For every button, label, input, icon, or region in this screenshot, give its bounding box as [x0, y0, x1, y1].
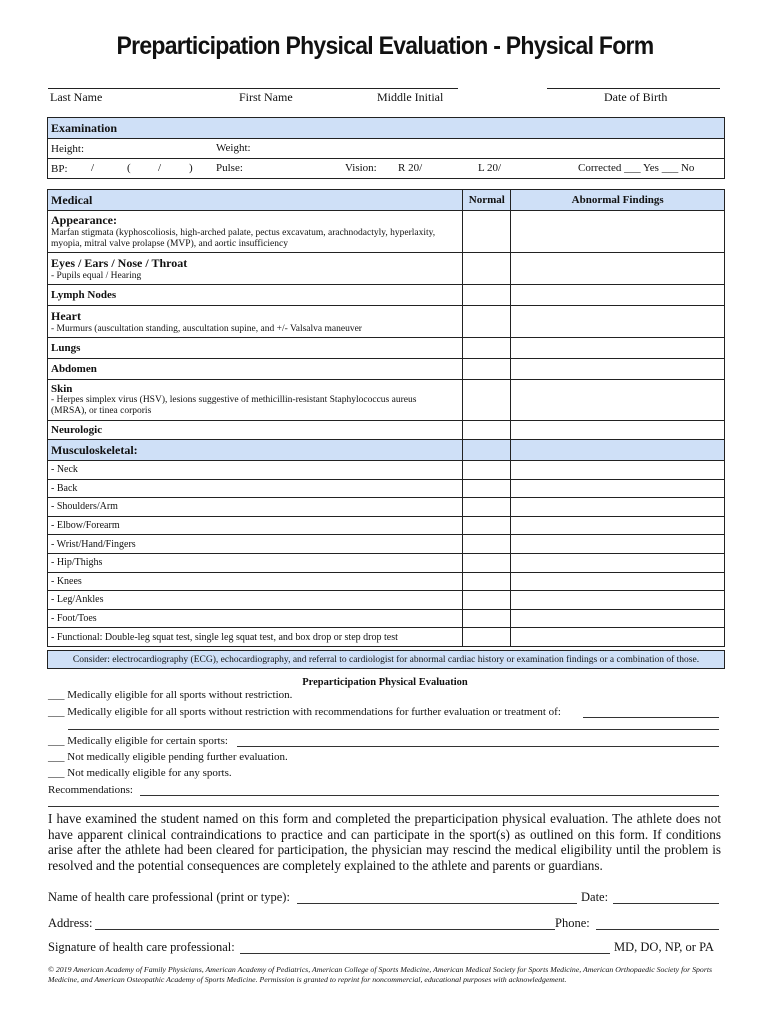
pulse-label: Pulse:: [216, 162, 243, 174]
table-row: [48, 380, 725, 421]
recommendations-line[interactable]: [140, 795, 719, 796]
msk-label: - Shoulders/Arm: [48, 498, 463, 517]
table-row: [48, 609, 725, 628]
row-label: Lymph Nodes: [51, 289, 117, 301]
table-row: [48, 516, 725, 535]
msk-label: - Knees: [48, 572, 463, 591]
table-row: [48, 535, 725, 554]
abnormal-cell[interactable]: [511, 338, 725, 359]
table-row: [48, 338, 725, 359]
table-row: [48, 211, 725, 253]
eligible-certain-sports-option[interactable]: ___ Medically eligible for certain sports:: [48, 735, 228, 747]
dob-label: Date of Birth: [604, 90, 668, 104]
normal-cell[interactable]: [463, 591, 511, 610]
msk-label: - Foot/Toes: [48, 609, 463, 628]
row-label: Neurologic: [51, 424, 103, 436]
normal-cell[interactable]: [463, 211, 511, 253]
name-hcp-field[interactable]: [297, 903, 577, 904]
abnormal-cell[interactable]: [511, 359, 725, 380]
address-label: Address:: [48, 916, 93, 930]
vision-label: Vision:: [345, 162, 377, 174]
last-name-field[interactable]: [48, 88, 458, 89]
table-row: [48, 498, 725, 517]
normal-cell[interactable]: [463, 338, 511, 359]
bp-paren-close: ): [189, 162, 193, 174]
normal-cell: [463, 440, 511, 461]
date-label: Date:: [581, 890, 609, 904]
table-row: [48, 306, 725, 338]
medical-header: Medical: [48, 190, 463, 211]
certain-sports-line[interactable]: [237, 746, 719, 747]
row-label: Eyes / Ears / Nose / Throat: [51, 255, 188, 270]
credentials-label: MD, DO, NP, or PA: [614, 940, 714, 954]
normal-cell[interactable]: [463, 306, 511, 338]
table-row: [48, 421, 725, 440]
abnormal-cell[interactable]: [511, 253, 725, 285]
table-row: [48, 591, 725, 610]
consider-note: Consider: electrocardiography (ECG), echocardiography, and referral to cardiologist for abnormal cardiac history or examination findings or a combination of those.: [47, 650, 725, 669]
examination-header: Examination: [48, 118, 725, 139]
table-row: [48, 253, 725, 285]
phone-field[interactable]: [596, 929, 719, 930]
normal-header: Normal: [463, 190, 511, 211]
normal-cell[interactable]: [463, 609, 511, 628]
abnormal-header: Abnormal Findings: [511, 190, 725, 211]
table-row: [48, 628, 725, 647]
name-hcp-label: Name of health care professional (print or type):: [48, 890, 290, 904]
middle-initial-label: Middle Initial: [377, 90, 444, 104]
normal-cell[interactable]: [463, 553, 511, 572]
abnormal-cell[interactable]: [511, 498, 725, 517]
msk-label: - Neck: [48, 461, 463, 480]
vitals-row[interactable]: [48, 159, 725, 179]
dob-field[interactable]: [547, 88, 720, 89]
vision-left: L 20/: [478, 162, 502, 174]
normal-cell[interactable]: [463, 498, 511, 517]
examination-table: [47, 117, 725, 179]
abnormal-cell[interactable]: [511, 211, 725, 253]
eligible-with-recommendations-option[interactable]: ___ Medically eligible for all sports without restriction with recommendations for further evaluation or treatment of:: [48, 706, 561, 718]
table-row: [48, 359, 725, 380]
medical-table: [47, 189, 725, 647]
normal-cell[interactable]: [463, 572, 511, 591]
row-detail: - Pupils equal / Hearing: [51, 270, 142, 281]
ppe-section-title: Preparticipation Physical Evaluation: [302, 677, 468, 688]
abnormal-cell[interactable]: [511, 380, 725, 421]
bp-slash-2: /: [158, 162, 162, 174]
not-eligible-any-option[interactable]: ___ Not medically eligible for any sports.: [48, 767, 232, 779]
musculoskeletal-header: Musculoskeletal:: [48, 440, 463, 461]
abnormal-cell[interactable]: [511, 535, 725, 554]
weight-label: Weight:: [216, 142, 251, 154]
copyright-notice: © 2019 American Academy of Family Physicians, American Academy of Pediatrics, American College of Sports Medicine, American Medical Society for Sports Medicine, American Orthopaedic Society for Sports Medicine, and American Osteopathic Academy of Sports Medicine. Permission is granted to reprint for noncommercial, educational purposes with acknowledgement.: [48, 965, 713, 984]
abnormal-cell: [511, 440, 725, 461]
msk-label: - Leg/Ankles: [48, 591, 463, 610]
further-evaluation-line[interactable]: [583, 717, 719, 718]
msk-label: - Wrist/Hand/Fingers: [48, 535, 463, 554]
abnormal-cell[interactable]: [511, 628, 725, 647]
phone-label: Phone:: [555, 916, 590, 930]
row-detail: - Herpes simplex virus (HSV), lesions suggestive of methicillin-resistant Staphylococcus aureus (MRSA), or tinea corporis: [51, 395, 417, 416]
table-row: [48, 553, 725, 572]
eligible-all-option[interactable]: ___ Medically eligible for all sports without restriction.: [48, 689, 293, 701]
msk-label: - Functional: Double-leg squat test, single leg squat test, and box drop or step drop test: [48, 628, 463, 647]
abnormal-cell[interactable]: [511, 572, 725, 591]
first-name-label: First Name: [239, 90, 293, 104]
abnormal-cell[interactable]: [511, 553, 725, 572]
normal-cell[interactable]: [463, 628, 511, 647]
corrected-field[interactable]: Corrected ___ Yes ___ No: [578, 162, 695, 174]
further-evaluation-line-2[interactable]: [68, 729, 719, 730]
normal-cell[interactable]: [463, 461, 511, 480]
normal-cell[interactable]: [463, 535, 511, 554]
normal-cell[interactable]: [463, 421, 511, 440]
row-label: Abdomen: [51, 363, 97, 375]
abnormal-cell[interactable]: [511, 306, 725, 338]
bp-label: BP:: [51, 162, 68, 175]
height-label: Height:: [51, 142, 84, 155]
height-weight-row[interactable]: [48, 139, 725, 159]
row-label: Skin: [51, 383, 73, 395]
abnormal-cell[interactable]: [511, 591, 725, 610]
normal-cell[interactable]: [463, 479, 511, 498]
normal-cell[interactable]: [463, 359, 511, 380]
table-row: [48, 572, 725, 591]
table-row: [48, 479, 725, 498]
msk-label: - Elbow/Forearm: [48, 516, 463, 535]
signature-field[interactable]: [240, 953, 610, 954]
msk-label: - Back: [48, 479, 463, 498]
signature-label: Signature of health care professional:: [48, 940, 235, 954]
address-field[interactable]: [95, 929, 555, 930]
not-eligible-pending-option[interactable]: ___ Not medically eligible pending further evaluation.: [48, 751, 288, 763]
page-title: Preparticipation Physical Evaluation - Physical Form: [116, 32, 654, 60]
attestation-text: I have examined the student named on this form and completed the preparticipation physical evaluation. The athlete does not have apparent clinical contraindications to practice and can participate in the sport(s) as outlined on this form. If conditions arise after the athlete had been cleared for participation, the physician may rescind the medical eligibility until the problem is resolved and the potential consequences are completely explained to the athlete and parents or guardians.: [48, 811, 721, 873]
abnormal-cell[interactable]: [511, 461, 725, 480]
normal-cell[interactable]: [463, 285, 511, 306]
vision-right: R 20/: [398, 162, 423, 174]
msk-label: - Hip/Thighs: [48, 553, 463, 572]
recommendations-line-2[interactable]: [48, 806, 719, 807]
abnormal-cell[interactable]: [511, 479, 725, 498]
abnormal-cell[interactable]: [511, 609, 725, 628]
bp-slash-1: /: [91, 162, 95, 174]
row-detail: - Murmurs (auscultation standing, auscultation supine, and +/- Valsalva maneuver: [51, 323, 362, 334]
table-row: [48, 461, 725, 480]
recommendations-label: Recommendations:: [48, 784, 133, 796]
row-detail: Marfan stigmata (kyphoscoliosis, high-arched palate, pectus excavatum, arachnodactyly, hyperlaxity, myopia, mitral valve prolapse (MVP), and aortic insufficiency: [51, 228, 436, 249]
abnormal-cell[interactable]: [511, 285, 725, 306]
normal-cell[interactable]: [463, 253, 511, 285]
date-field[interactable]: [613, 903, 719, 904]
bp-paren-open: (: [127, 162, 131, 174]
normal-cell[interactable]: [463, 380, 511, 421]
row-label: Appearance:: [51, 213, 117, 227]
abnormal-cell[interactable]: [511, 421, 725, 440]
last-name-label: Last Name: [50, 90, 103, 104]
abnormal-cell[interactable]: [511, 516, 725, 535]
row-label: Heart: [51, 308, 81, 323]
table-row: [48, 285, 725, 306]
normal-cell[interactable]: [463, 516, 511, 535]
row-label: Lungs: [51, 342, 81, 354]
